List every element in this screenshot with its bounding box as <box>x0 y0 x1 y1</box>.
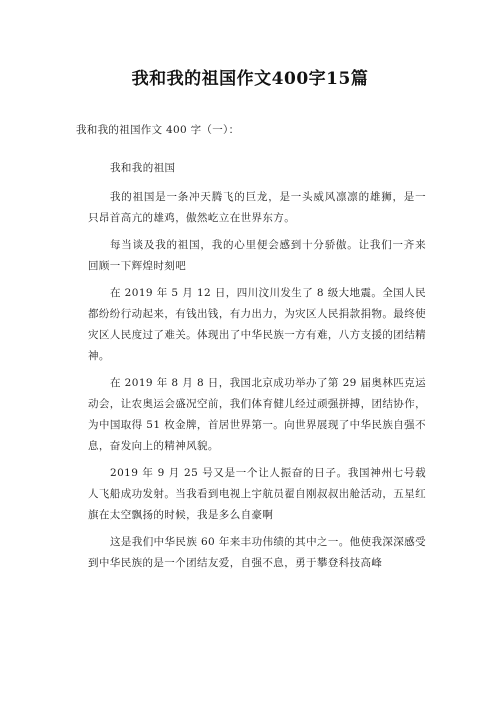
paragraph-4: 在 2019 年 8 月 8 日，我国北京成功举办了第 29 届奥林匹克运动会，让农奥运会盛况空前，我们体育健儿经过顽强拼搏，团结协作，为中国取得 51 枚金牌，首居世界第一。向世界展现了中华民族自强不息，奋发向上的精神风貌。 <box>88 377 426 452</box>
bottom-fade <box>0 666 500 706</box>
paragraph-1: 我的祖国是一条冲天腾飞的巨龙，是一头威风凛凛的雄狮，是一只昂首高亢的雄鸡，傲然屹立在世界东方。 <box>88 191 426 224</box>
essay-title: 我和我的祖国 <box>110 162 176 174</box>
paragraph-6: 这是我们中华民族 60 年来丰功伟绩的其中之一。他使我深深感受到中华民族的是一个团结友爱，自强不息，勇于攀登科技高峰 <box>88 536 426 569</box>
paragraph-5: 2019 年 9 月 25 号又是一个让人振奋的日子。我国神州七号载人飞船成功发射。当我看到电视上宇航员翟自刚叔叔出舱活动，五星红旗在太空飘扬的时候，我是多么自豪啊 <box>88 467 426 521</box>
essay-body <box>88 158 426 580</box>
paragraph-3: 在 2019 年 5 月 12 日，四川汶川发生了 8 级大地震。全国人民都纷纷行动起来，有钱出钱，有力出力，为灾区人民捐款捐物。最终使灾区人民度过了难关。体现出了中华民族一方有难，八方支援的团结精神。 <box>88 287 426 362</box>
essay-subheading: 我和我的祖国作文 400 字（一）： <box>76 124 240 136</box>
paragraph-2: 每当谈及我的祖国，我的心里便会感到十分骄傲。让我们一齐来回顾一下辉煌时刻吧 <box>88 239 426 272</box>
document-title: 我和我的祖国作文400字15篇 <box>131 69 369 89</box>
